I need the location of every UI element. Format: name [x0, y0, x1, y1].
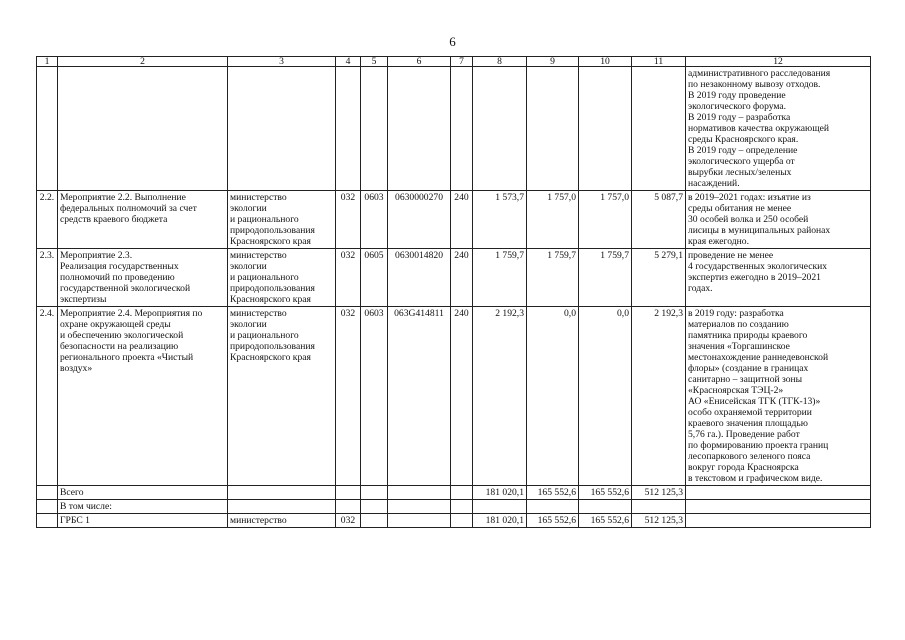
amount-2021-cell	[579, 500, 632, 514]
amount-2021-cell	[579, 67, 632, 191]
amount-2019-cell: 1 573,7	[473, 191, 527, 249]
grbs-code-cell	[336, 486, 361, 500]
column-header: 3	[228, 57, 336, 67]
target-article-cell	[388, 486, 451, 500]
grbs-code-cell	[336, 67, 361, 191]
target-article-cell: 0630000270	[388, 191, 451, 249]
expected-result-cell: в 2019 году: разработка материалов по созданию памятника природы краевого значения «Торгашинское местонахождение раннедевонской флоры» (создание в границах санитарно – защитной зоны «Красноярская ТЭЦ-2» АО «Енисейская ТГК (ТГК-13)» особо охраняемой территории краевого значения площадью 5,76 га.). Проведение работ по формированию проекта границ лесопаркового зеленого пояса вокруг города Красноярска в текстовом и графическом виде.	[686, 307, 871, 486]
section-code-cell	[361, 514, 388, 528]
amount-total-cell: 2 192,3	[632, 307, 686, 486]
column-header: 1	[37, 57, 58, 67]
expected-result-cell	[686, 514, 871, 528]
column-header: 7	[451, 57, 473, 67]
amount-2020-cell: 0,0	[527, 307, 579, 486]
expense-type-cell: 240	[451, 249, 473, 307]
table-row	[37, 500, 871, 514]
activity-name-cell: ГРБС 1	[58, 514, 228, 528]
amount-total-cell: 5 279,1	[632, 249, 686, 307]
expense-type-cell	[451, 486, 473, 500]
grbs-code-cell: 032	[336, 191, 361, 249]
row-number-cell	[37, 67, 58, 191]
amount-2020-cell: 165 552,6	[527, 514, 579, 528]
row-number-cell	[37, 486, 58, 500]
row-number-cell	[37, 514, 58, 528]
column-header: 10	[579, 57, 632, 67]
section-code-cell	[361, 486, 388, 500]
amount-2019-cell: 2 192,3	[473, 307, 527, 486]
grbs-code-cell: 032	[336, 249, 361, 307]
amount-2020-cell	[527, 500, 579, 514]
grbs-code-cell: 032	[336, 307, 361, 486]
activity-name-cell: Мероприятие 2.4. Мероприятия по охране окружающей среды и обеспечению экологической безопасности на реализацию регионального проекта «Чистый воздух»	[58, 307, 228, 486]
executor-cell	[228, 500, 336, 514]
amount-2020-cell	[527, 67, 579, 191]
activity-name-cell: Мероприятие 2.2. Выполнение федеральных полномочий за счет средств краевого бюджета	[58, 191, 228, 249]
section-code-cell: 0603	[361, 307, 388, 486]
column-header: 5	[361, 57, 388, 67]
row-number-cell	[37, 500, 58, 514]
column-header: 9	[527, 57, 579, 67]
column-header: 4	[336, 57, 361, 67]
target-article-cell	[388, 514, 451, 528]
target-article-cell	[388, 67, 451, 191]
amount-2021-cell: 165 552,6	[579, 514, 632, 528]
section-code-cell: 0603	[361, 191, 388, 249]
activity-name-cell: Всего	[58, 486, 228, 500]
target-article-cell	[388, 500, 451, 514]
row-number-cell: 2.3.	[37, 249, 58, 307]
row-number-cell: 2.2.	[37, 191, 58, 249]
executor-cell: министерство экологии и рационального природопользования Красноярского края	[228, 191, 336, 249]
column-header: 8	[473, 57, 527, 67]
activity-name-cell: Мероприятие 2.3. Реализация государственных полномочий по проведению государственной экологической экспертизы	[58, 249, 228, 307]
section-code-cell	[361, 67, 388, 191]
amount-total-cell	[632, 67, 686, 191]
grbs-code-cell	[336, 500, 361, 514]
table-row	[37, 67, 871, 191]
expected-result-cell: в 2019–2021 годах: изъятие из среды обитания не менее 30 особей волка и 250 особей лисицы в муниципальных районах края ежегодно.	[686, 191, 871, 249]
header-row	[37, 57, 871, 67]
amount-2020-cell: 1 757,0	[527, 191, 579, 249]
expense-type-cell	[451, 500, 473, 514]
column-header: 11	[632, 57, 686, 67]
expected-result-cell	[686, 486, 871, 500]
amount-total-cell	[632, 500, 686, 514]
activity-name-cell	[58, 67, 228, 191]
expense-type-cell: 240	[451, 191, 473, 249]
executor-cell: министерство экологии и рационального природопользования Красноярского края	[228, 307, 336, 486]
table-row	[37, 486, 871, 500]
amount-2019-cell	[473, 67, 527, 191]
amount-total-cell: 512 125,3	[632, 514, 686, 528]
amount-2020-cell: 1 759,7	[527, 249, 579, 307]
executor-cell	[228, 67, 336, 191]
expected-result-cell: проведение не менее 4 государственных экологических экспертиз ежегодно в 2019–2021 годах.	[686, 249, 871, 307]
target-article-cell: 063G414811	[388, 307, 451, 486]
table-row	[37, 514, 871, 528]
section-code-cell	[361, 500, 388, 514]
amount-2021-cell: 0,0	[579, 307, 632, 486]
amount-2021-cell: 1 757,0	[579, 191, 632, 249]
row-number-cell: 2.4.	[37, 307, 58, 486]
amount-total-cell: 5 087,7	[632, 191, 686, 249]
executor-cell: министерство	[228, 514, 336, 528]
program-table	[36, 56, 871, 528]
grbs-code-cell: 032	[336, 514, 361, 528]
amount-total-cell: 512 125,3	[632, 486, 686, 500]
amount-2020-cell: 165 552,6	[527, 486, 579, 500]
amount-2019-cell: 181 020,1	[473, 514, 527, 528]
amount-2019-cell: 181 020,1	[473, 486, 527, 500]
executor-cell	[228, 486, 336, 500]
section-code-cell: 0605	[361, 249, 388, 307]
amount-2019-cell: 1 759,7	[473, 249, 527, 307]
expected-result-cell: административного расследования по незаконному вывозу отходов. В 2019 году проведение экологического форума. В 2019 году – разработка нормативов качества окружающей среды Красноярского края. В 2019 году – определение экологического ущерба от вырубки лесных/зеленых насаждений.	[686, 67, 871, 191]
column-header: 2	[58, 57, 228, 67]
executor-cell: министерство экологии и рационального природопользования Красноярского края	[228, 249, 336, 307]
column-header: 6	[388, 57, 451, 67]
amount-2021-cell: 165 552,6	[579, 486, 632, 500]
amount-2019-cell	[473, 500, 527, 514]
expense-type-cell	[451, 514, 473, 528]
table-row	[37, 249, 871, 307]
table-row	[37, 191, 871, 249]
expected-result-cell	[686, 500, 871, 514]
amount-2021-cell: 1 759,7	[579, 249, 632, 307]
table-row	[37, 307, 871, 486]
page-number: 6	[449, 34, 456, 49]
activity-name-cell: В том числе:	[58, 500, 228, 514]
expense-type-cell: 240	[451, 307, 473, 486]
column-header: 12	[686, 57, 871, 67]
target-article-cell: 0630014820	[388, 249, 451, 307]
expense-type-cell	[451, 67, 473, 191]
